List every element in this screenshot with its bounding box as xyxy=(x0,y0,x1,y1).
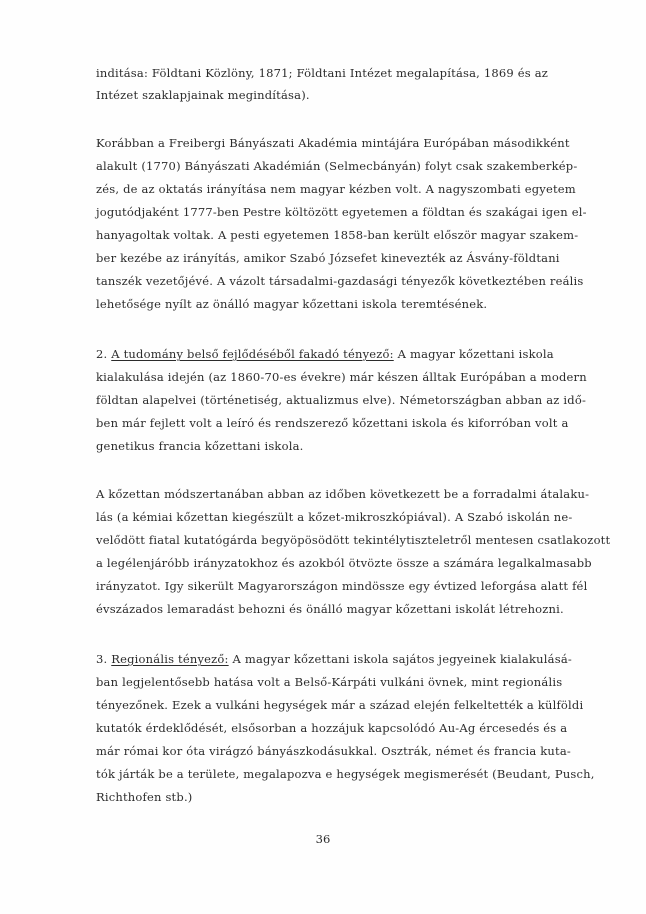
text-span: A magyar kőzettani iskola xyxy=(397,347,554,361)
text-line: hanyagoltak voltak. A pesti egyetemen 1858-ban került először magyar szakem- xyxy=(96,228,579,242)
section-number: 3. xyxy=(96,652,108,666)
section-3-first-line xyxy=(96,652,596,666)
text-line: Richthofen stb.) xyxy=(96,790,193,804)
text-line: kutatók érdeklődését, elsősorban a hozzájuk kapcsolódó Au-Ag ércesedés és a xyxy=(96,721,568,735)
text-line: velődött fiatal kutatógárda begyöpösödött tekintélytiszteletről mentesen csatlakozott xyxy=(96,533,611,547)
text-line: jogutódjaként 1777-ben Pestre költözött egyetemen a földtan és szakágai igen el- xyxy=(96,205,587,219)
section-2-first-line xyxy=(96,347,596,361)
section-heading: A tudomány belső fejlődéséből fakadó tényező: xyxy=(111,347,394,361)
text-line: tók járták be a területe, megalapozva e hegységek megismerését (Beudant, Pusch, xyxy=(96,767,595,781)
section-number: 2. xyxy=(96,347,108,361)
text-line: már római kor óta virágzó bányászkodásukkal. Osztrák, német és francia kuta- xyxy=(96,744,571,758)
text-line: Intézet szaklapjainak megindítása). xyxy=(96,88,310,102)
text-line: lás (a kémiai kőzettan kiegészült a kőzet-mikroszkópiával). A Szabó iskolán ne- xyxy=(96,510,573,524)
section-heading: Regionális tényező: xyxy=(111,652,229,666)
text-line: ber kezébe az irányítás, amikor Szabó Józsefet kinevezték az Ásvány-földtani xyxy=(96,251,560,265)
text-line: ben már fejlett volt a leíró és rendszerező kőzettani iskola és kiforróban volt a xyxy=(96,416,569,430)
text-line: genetikus francia kőzettani iskola. xyxy=(96,439,304,453)
text-line: földtan alapelvei (történetiség, aktualizmus elve). Németországban abban az idő- xyxy=(96,393,587,407)
text-line: alakult (1770) Bányászati Akadémián (Selmecbányán) folyt csak szakemberkép- xyxy=(96,159,578,173)
text-line: inditása: Földtani Közlöny, 1871; Földtani Intézet megalapítása, 1869 és az xyxy=(96,66,549,80)
text-line: a legélenjáróbb irányzatokhoz és azokból ötvözte össze a számára legalkalmasabb xyxy=(96,556,592,570)
text-line: A kőzettan módszertanában abban az időben következett be a forradalmi átalaku- xyxy=(96,487,590,501)
text-line: kialakulása idején (az 1860-70-es évekre) már készen álltak Európában a modern xyxy=(96,370,587,384)
text-line: tényezőnek. Ezek a vulkáni hegységek már a század elején felkeltették a külföldi xyxy=(96,698,584,712)
text-line: irányzatot. Igy sikerült Magyarországon mindössze egy évtized leforgása alatt fél xyxy=(96,579,588,593)
text-line: ban legjelentősebb hatása volt a Belső-Kárpáti vulkáni övnek, mint regionális xyxy=(96,675,563,689)
text-span: A magyar kőzettani iskola sajátos jegyeinek kialakulásá- xyxy=(232,652,572,666)
page-number: 36 xyxy=(315,832,331,846)
text-line: tanszék vezetőjévé. A vázolt társadalmi-gazdasági tényezők következtében reális xyxy=(96,274,584,288)
text-line: zés, de az oktatás irányítása nem magyar kézben volt. A nagyszombati egyetem xyxy=(96,182,576,196)
text-line: lehetősége nyílt az önálló magyar kőzettani iskola teremtésének. xyxy=(96,297,488,311)
text-line: Korábban a Freibergi Bányászati Akadémia mintájára Európában másodikként xyxy=(96,136,570,150)
text-line: évszázados lemaradást behozni és önálló magyar kőzettani iskolát létrehozni. xyxy=(96,602,564,616)
